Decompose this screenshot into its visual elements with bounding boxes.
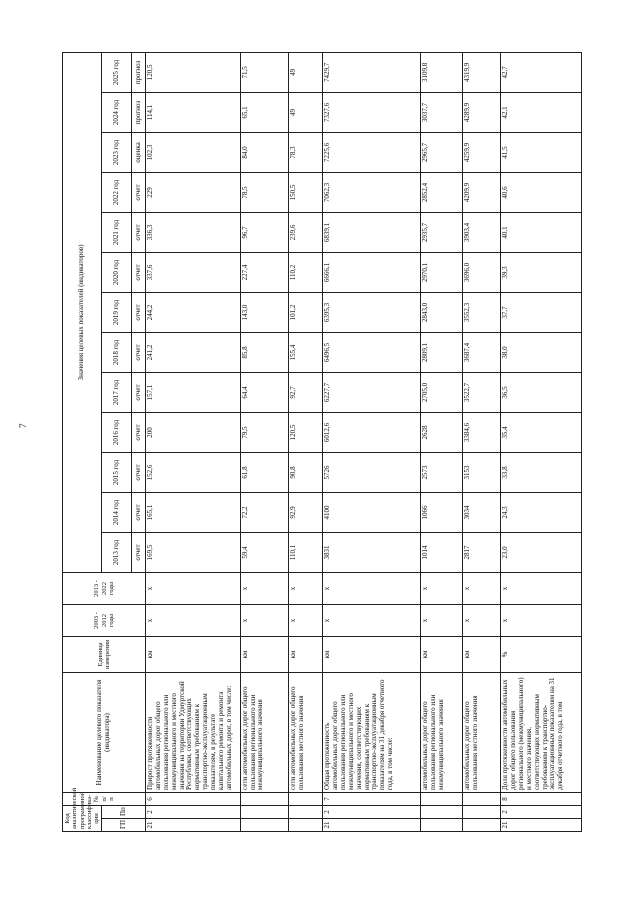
value-cell: 23,0	[501, 532, 582, 572]
code-header: Код аналитической программной классифика-ции	[63, 805, 102, 831]
year-header: 2021 год	[102, 212, 132, 252]
value-cell: 152,6	[146, 452, 240, 492]
value-cell: 41,5	[501, 132, 582, 172]
period-2003-cell: x	[240, 604, 289, 636]
kind-header: отчет	[132, 412, 146, 452]
value-cell: 3687,4	[463, 332, 501, 372]
gp-header: ГП	[102, 819, 146, 832]
gp-cell: 21	[146, 819, 240, 832]
pp-header: Пп	[102, 805, 146, 818]
value-cell: 3384,6	[463, 412, 501, 452]
pp-cell: 2	[146, 805, 240, 818]
value-cell: 336,3	[146, 212, 240, 252]
value-cell: 143,0	[240, 292, 289, 332]
indicator-name: автомобильных дорог общего пользования регионального или межмуниципального значения	[420, 672, 462, 792]
period-2003-cell: x	[323, 604, 420, 636]
unit-cell: км	[420, 636, 462, 672]
values-title: Значения целевых показателей (индикаторов)	[63, 52, 102, 572]
year-header: 2019 год	[102, 292, 132, 332]
value-cell: 239,6	[289, 212, 323, 252]
table-row	[501, 52, 582, 831]
value-cell: 3696,0	[463, 252, 501, 292]
value-cell: 2843,0	[420, 292, 462, 332]
value-cell: 38,0	[501, 332, 582, 372]
value-cell: 157,1	[146, 372, 240, 412]
value-cell: 85,8	[240, 332, 289, 372]
kind-header: отчет	[132, 292, 146, 332]
unit-cell: км	[146, 636, 240, 672]
num-cell: 8	[501, 792, 582, 805]
gp-cell	[420, 819, 462, 832]
value-cell: 3153	[463, 452, 501, 492]
value-cell: 40,1	[501, 212, 582, 252]
value-cell: 3831	[323, 532, 420, 572]
value-cell: 200	[146, 412, 240, 452]
value-cell: 3903,4	[463, 212, 501, 252]
value-cell: 65,1	[240, 92, 289, 132]
value-cell: 114,1	[146, 92, 240, 132]
pp-cell: 2	[323, 805, 420, 818]
indicator-name: автомобильных дорог общего пользования местного значения	[463, 672, 501, 792]
value-cell: 2817	[463, 532, 501, 572]
value-cell: 3109,8	[420, 52, 462, 92]
value-cell: 102,3	[146, 132, 240, 172]
value-cell: 33,8	[501, 452, 582, 492]
num-header: № п/п	[63, 792, 146, 805]
indicator-name: сети автомобильных дорог общего пользования местного значения	[289, 672, 323, 792]
value-cell: 337,6	[146, 252, 240, 292]
value-cell: 1066	[420, 492, 462, 532]
indicator-name: Общая протяженность автомобильных дорог общего пользования регионального или межмуниципального и местного значения, соответствующих нормативным требованиям к транспортно-эксплуатационным показателям на 31 декабря отчетного года, в том числе:	[323, 672, 420, 792]
period-2013-cell: x	[146, 572, 240, 604]
indicator-name: сети автомобильных дорог общего пользования регионального или межмуниципального значения	[240, 672, 289, 792]
value-cell: 2628	[420, 412, 462, 452]
value-cell: 4209,9	[463, 172, 501, 212]
value-cell: 229	[146, 172, 240, 212]
value-cell: 6496,5	[323, 332, 420, 372]
gp-cell	[463, 819, 501, 832]
value-cell: 92,9	[289, 492, 323, 532]
gp-cell: 21	[501, 819, 582, 832]
value-cell: 49	[289, 92, 323, 132]
value-cell: 92,7	[289, 372, 323, 412]
value-cell: 64,4	[240, 372, 289, 412]
year-header: 2016 год	[102, 412, 132, 452]
table-row	[463, 52, 501, 831]
year-header: 2017 год	[102, 372, 132, 412]
value-cell: 244,2	[146, 292, 240, 332]
value-cell: 2970,1	[420, 252, 462, 292]
unit-cell: км	[240, 636, 289, 672]
value-cell: 169,5	[146, 532, 240, 572]
value-cell: 6227,7	[323, 372, 420, 412]
year-header: 2025 год	[102, 52, 132, 92]
kind-header: отчет	[132, 452, 146, 492]
value-cell: 37,7	[501, 292, 582, 332]
kind-header: прогноз	[132, 92, 146, 132]
year-header: 2024 год	[102, 92, 132, 132]
num-cell	[289, 792, 323, 805]
value-cell: 3552,3	[463, 292, 501, 332]
value-cell: 79,5	[240, 412, 289, 452]
value-cell: 2809,1	[420, 332, 462, 372]
value-cell: 2965,7	[420, 132, 462, 172]
year-header: 2022 год	[102, 172, 132, 212]
table-row	[146, 52, 240, 831]
kind-header: отчет	[132, 532, 146, 572]
num-cell: 6	[146, 792, 240, 805]
indicators-table	[62, 52, 582, 832]
value-cell: 227,4	[240, 252, 289, 292]
kind-header: прогноз	[132, 52, 146, 92]
rotated-table-container	[62, 52, 582, 832]
year-header: 2018 год	[102, 332, 132, 372]
year-header: 2014 год	[102, 492, 132, 532]
value-cell: 4100	[323, 492, 420, 532]
value-cell: 59,4	[240, 532, 289, 572]
pp-cell	[289, 805, 323, 818]
pp-cell: 2	[501, 805, 582, 818]
period-2013-cell: x	[323, 572, 420, 604]
period-2003-cell: x	[501, 604, 582, 636]
value-cell: 5726	[323, 452, 420, 492]
value-cell: 7062,3	[323, 172, 420, 212]
year-header: 2020 год	[102, 252, 132, 292]
value-cell: 241,2	[146, 332, 240, 372]
indicator-name: Прирост протяженности автомобильных дорог общего пользования регионального или межмуниципального и местного значения на территории Удмуртской Республики, соответствующих нормативным требованиям к транспортно-эксплуатационным показателям, в результате капитального ремонта и ремонта автомобильных дорог, в том числе:	[146, 672, 240, 792]
value-cell: 3522,7	[463, 372, 501, 412]
period-2003-header: 2003 - 2012 годы	[63, 604, 146, 636]
period-2013-cell: x	[240, 572, 289, 604]
value-cell: 49	[289, 52, 323, 92]
period-2003-cell: x	[463, 604, 501, 636]
name-header: Наименование целевого показателя (индикатора)	[63, 672, 146, 792]
period-2013-cell: x	[420, 572, 462, 604]
value-cell: 7429,7	[323, 52, 420, 92]
unit-header: Единица измерения	[63, 636, 146, 672]
value-cell: 4289,9	[463, 92, 501, 132]
value-cell: 6012,6	[323, 412, 420, 452]
kind-header: отчет	[132, 372, 146, 412]
kind-header: отчет	[132, 172, 146, 212]
kind-header: отчет	[132, 332, 146, 372]
kind-header: отчет	[132, 212, 146, 252]
year-header: 2023 год	[102, 132, 132, 172]
value-cell: 2852,4	[420, 172, 462, 212]
period-2003-cell: x	[289, 604, 323, 636]
value-cell: 110,2	[289, 252, 323, 292]
gp-cell: 21	[323, 819, 420, 832]
num-cell	[420, 792, 462, 805]
period-2003-cell: x	[420, 604, 462, 636]
value-cell: 120,5	[289, 412, 323, 452]
value-cell: 42,7	[501, 52, 582, 92]
period-2013-cell: x	[463, 572, 501, 604]
value-cell: 1014	[420, 532, 462, 572]
value-cell: 2935,7	[420, 212, 462, 252]
value-cell: 90,8	[289, 452, 323, 492]
period-2013-cell: x	[289, 572, 323, 604]
unit-cell: км	[323, 636, 420, 672]
gp-cell	[289, 819, 323, 832]
unit-cell: км	[463, 636, 501, 672]
kind-header: отчет	[132, 492, 146, 532]
pp-cell	[420, 805, 462, 818]
value-cell: 7225,6	[323, 132, 420, 172]
pp-cell	[463, 805, 501, 818]
value-cell: 7327,6	[323, 92, 420, 132]
num-cell	[463, 792, 501, 805]
value-cell: 36,5	[501, 372, 582, 412]
table-row	[323, 52, 420, 831]
num-cell: 7	[323, 792, 420, 805]
kind-header: отчет	[132, 252, 146, 292]
value-cell: 96,7	[240, 212, 289, 252]
value-cell: 61,8	[240, 452, 289, 492]
value-cell: 150,5	[289, 172, 323, 212]
value-cell: 110,1	[289, 532, 323, 572]
table-row	[289, 52, 323, 831]
num-cell	[240, 792, 289, 805]
gp-cell	[240, 819, 289, 832]
page-number: 7	[18, 423, 28, 428]
value-cell: 120,5	[146, 52, 240, 92]
value-cell: 24,3	[501, 492, 582, 532]
value-cell: 78,5	[240, 172, 289, 212]
period-2013-cell: x	[501, 572, 582, 604]
value-cell: 2573	[420, 452, 462, 492]
value-cell: 42,1	[501, 92, 582, 132]
value-cell: 2705,0	[420, 372, 462, 412]
value-cell: 3037,7	[420, 92, 462, 132]
value-cell: 165,1	[146, 492, 240, 532]
value-cell: 84,0	[240, 132, 289, 172]
value-cell: 71,5	[240, 52, 289, 92]
indicator-name: Доля протяженности автомобильных дорог общего пользования регионального (межмуниципального) и местного значения, соответствующих нормативным требованиям к транспортно-эксплуатационным показателям на 31 декабря отчетного года, в том	[501, 672, 582, 792]
kind-header: оценка	[132, 132, 146, 172]
value-cell: 6839,1	[323, 212, 420, 252]
period-2013-header: 2013 - 2022 годы	[63, 572, 146, 604]
table-row	[240, 52, 289, 831]
value-cell: 39,3	[501, 252, 582, 292]
year-header: 2013 год	[102, 532, 132, 572]
unit-cell: км	[289, 636, 323, 672]
pp-cell	[240, 805, 289, 818]
value-cell: 35,4	[501, 412, 582, 452]
value-cell: 4319,9	[463, 52, 501, 92]
value-cell: 4259,9	[463, 132, 501, 172]
value-cell: 6395,3	[323, 292, 420, 332]
year-header: 2015 год	[102, 452, 132, 492]
value-cell: 40,6	[501, 172, 582, 212]
table-row	[420, 52, 462, 831]
value-cell: 101,2	[289, 292, 323, 332]
value-cell: 78,3	[289, 132, 323, 172]
value-cell: 3034	[463, 492, 501, 532]
value-cell: 6666,1	[323, 252, 420, 292]
period-2003-cell: x	[146, 604, 240, 636]
unit-cell: %	[501, 636, 582, 672]
value-cell: 72,2	[240, 492, 289, 532]
value-cell: 155,4	[289, 332, 323, 372]
